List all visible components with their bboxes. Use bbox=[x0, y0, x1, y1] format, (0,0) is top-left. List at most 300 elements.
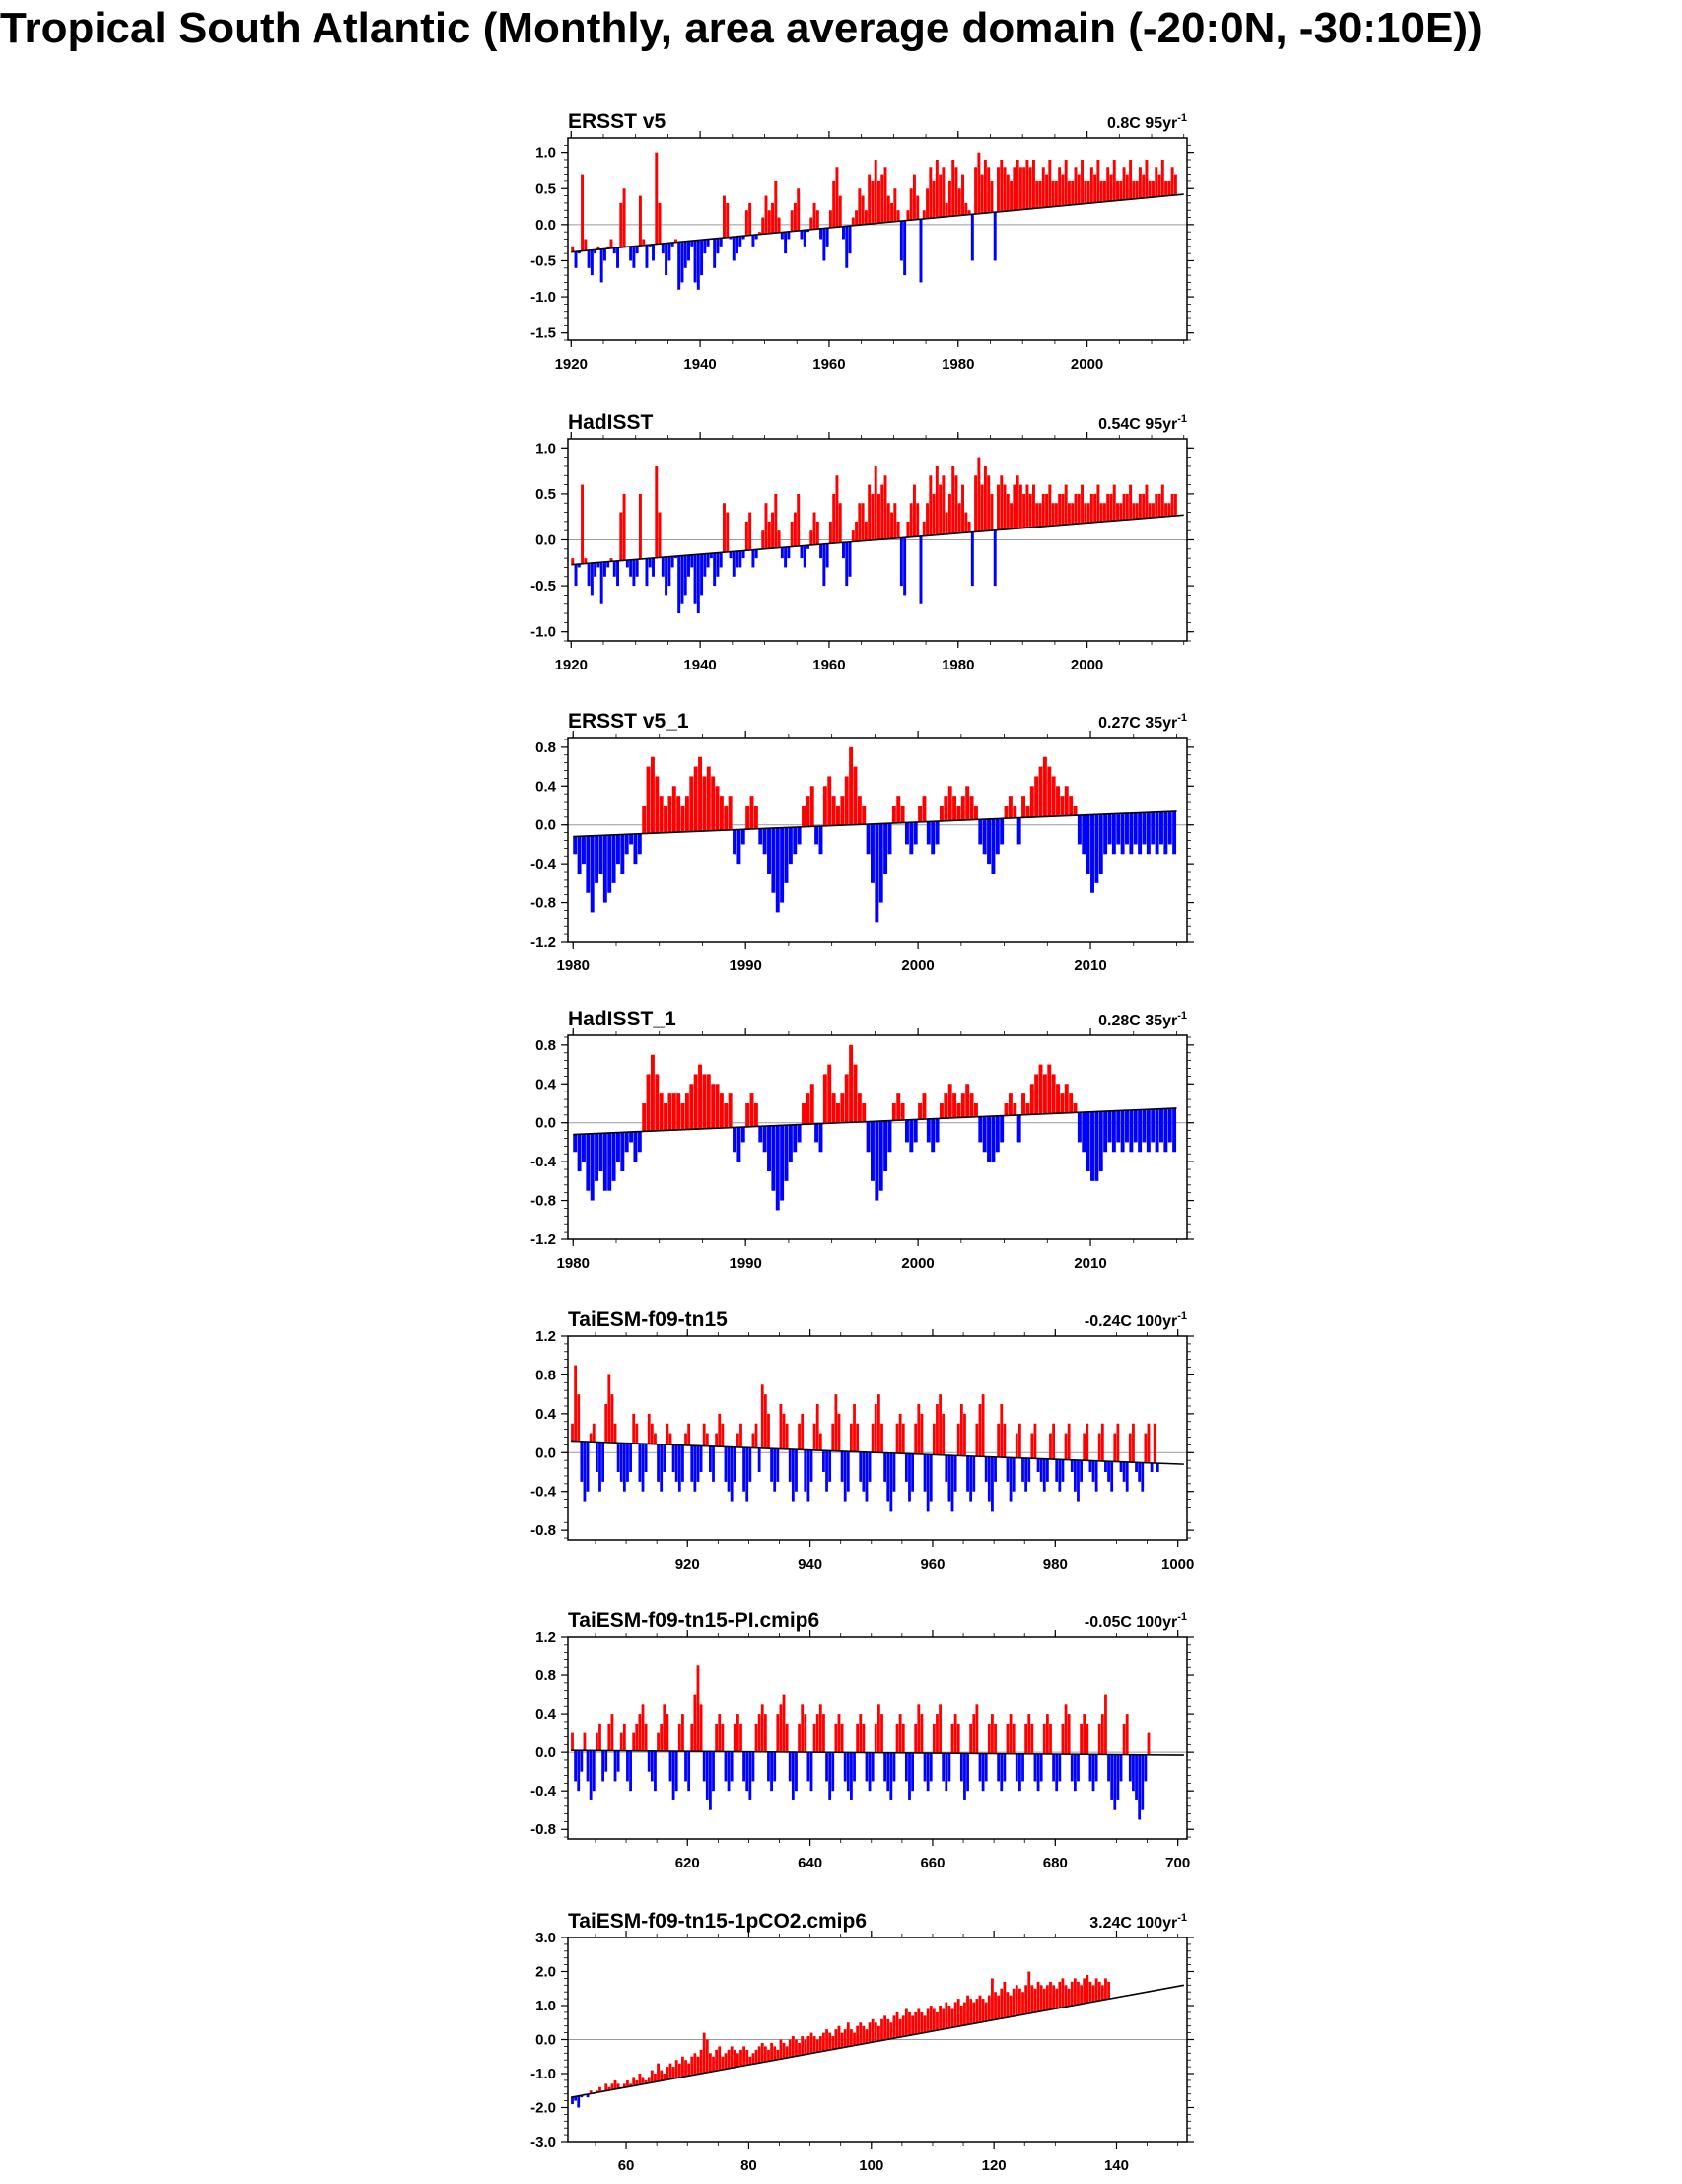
anomaly-bar bbox=[611, 1714, 614, 1750]
anomaly-bar bbox=[1045, 175, 1048, 208]
anomaly-bar bbox=[734, 1447, 736, 1482]
anomaly-bar bbox=[741, 829, 745, 844]
anomaly-bar bbox=[908, 1453, 911, 1501]
anomaly-bar bbox=[693, 2053, 696, 2075]
anomaly-bar bbox=[1136, 503, 1139, 519]
anomaly-bar bbox=[639, 1444, 642, 1482]
anomaly-bar bbox=[1052, 181, 1055, 207]
anomaly-bar bbox=[639, 1714, 642, 1751]
anomaly-bar bbox=[931, 821, 935, 854]
anomaly-bar bbox=[1103, 1111, 1107, 1152]
anomaly-bar bbox=[985, 2003, 988, 2022]
anomaly-bar bbox=[1132, 181, 1135, 199]
anomaly-bar bbox=[988, 1457, 991, 1502]
anomaly-bar bbox=[659, 203, 662, 244]
trend-label bbox=[1098, 413, 1187, 433]
y-tick-label: -0.8 bbox=[530, 894, 556, 912]
anomaly-bar bbox=[1119, 503, 1122, 520]
anomaly-bar bbox=[797, 188, 800, 231]
anomaly-bar bbox=[841, 1451, 844, 1482]
anomaly-bar bbox=[773, 1752, 776, 1782]
trend-value: 0.27C 35yr bbox=[1098, 715, 1178, 732]
anomaly-bar bbox=[629, 247, 632, 260]
anomaly-bar bbox=[859, 1714, 862, 1752]
anomaly-bar bbox=[1123, 167, 1126, 200]
anomaly-bar bbox=[974, 806, 978, 820]
anomaly-bar bbox=[865, 522, 868, 541]
anomaly-bar bbox=[1080, 1724, 1083, 1754]
anomaly-bar bbox=[987, 475, 990, 530]
anomaly-bar bbox=[573, 837, 577, 855]
anomaly-bar bbox=[1168, 811, 1172, 844]
anomaly-bar bbox=[1077, 1982, 1080, 2005]
anomaly-bar bbox=[1096, 485, 1099, 523]
anomaly-bar bbox=[1068, 181, 1071, 205]
anomaly-bar bbox=[591, 1134, 595, 1201]
anomaly-bar bbox=[1155, 167, 1157, 197]
anomaly-bar bbox=[1027, 1714, 1030, 1754]
anomaly-bar bbox=[911, 1454, 914, 1492]
anomaly-bar bbox=[1049, 1724, 1052, 1754]
anomaly-bar bbox=[1058, 167, 1061, 206]
y-tick-label: 3.0 bbox=[535, 1930, 556, 1946]
anomaly-bar bbox=[617, 1443, 620, 1472]
anomaly-bar bbox=[828, 1752, 831, 1800]
anomaly-bar bbox=[750, 796, 754, 829]
y-tick-label: 0.0 bbox=[535, 216, 556, 234]
anomaly-bar bbox=[1034, 1074, 1038, 1114]
anomaly-bar bbox=[742, 1447, 745, 1492]
anomaly-bar bbox=[1082, 815, 1086, 854]
anomaly-bar bbox=[591, 563, 594, 595]
anomaly-bar bbox=[1071, 1460, 1074, 1472]
anomaly-bar bbox=[1065, 485, 1068, 526]
anomaly-bar bbox=[827, 1065, 831, 1124]
y-tick-label: -3.0 bbox=[530, 2134, 556, 2150]
anomaly-bar bbox=[660, 1444, 663, 1492]
anomaly-bar bbox=[786, 2046, 789, 2058]
anomaly-bar bbox=[847, 2022, 850, 2047]
anomaly-bar bbox=[700, 1704, 703, 1751]
trend-value: -0.05C 100yr bbox=[1084, 1614, 1178, 1631]
anomaly-bar bbox=[910, 503, 913, 537]
anomaly-bar bbox=[783, 1695, 786, 1752]
anomaly-bar bbox=[639, 196, 642, 247]
anomaly-bar bbox=[697, 2057, 700, 2075]
anomaly-bar bbox=[883, 823, 887, 874]
anomaly-bar bbox=[1120, 1462, 1123, 1472]
anomaly-bar bbox=[655, 776, 659, 833]
anomaly-bar bbox=[858, 503, 861, 541]
anomaly-bar bbox=[745, 522, 748, 550]
anomaly-bar bbox=[783, 2043, 786, 2059]
anomaly-bar bbox=[748, 2057, 751, 2065]
anomaly-bar bbox=[970, 1093, 974, 1117]
anomaly-bar bbox=[939, 1704, 942, 1753]
anomaly-bar bbox=[911, 1753, 914, 1791]
anomaly-bar bbox=[981, 175, 984, 214]
anomaly-bar bbox=[626, 1751, 629, 1782]
anomaly-bar bbox=[1030, 786, 1034, 817]
anomaly-bar bbox=[574, 1366, 577, 1442]
anomaly-bar bbox=[1171, 167, 1174, 195]
anomaly-bar bbox=[1068, 1714, 1071, 1754]
anomaly-bar bbox=[781, 547, 784, 558]
anomaly-bar bbox=[720, 552, 723, 567]
anomaly-bar bbox=[632, 2077, 635, 2085]
anomaly-bar bbox=[1156, 812, 1159, 854]
anomaly-bar bbox=[771, 1126, 775, 1191]
anomaly-bar bbox=[736, 551, 738, 567]
anomaly-bar bbox=[1042, 167, 1045, 207]
anomaly-bar bbox=[768, 210, 771, 234]
anomaly-bar bbox=[987, 819, 991, 864]
anomaly-bar bbox=[801, 1704, 804, 1752]
anomaly-bar bbox=[978, 819, 982, 844]
y-tick-label: 0.4 bbox=[535, 778, 556, 796]
anomaly-bar bbox=[936, 2012, 939, 2031]
anomaly-bar bbox=[607, 835, 611, 893]
anomaly-bar bbox=[1007, 175, 1010, 211]
anomaly-bar bbox=[865, 210, 868, 224]
trend-superscript: -1 bbox=[1177, 112, 1187, 124]
anomaly-bar bbox=[1081, 160, 1084, 204]
anomaly-bar bbox=[707, 767, 711, 831]
anomaly-bar bbox=[706, 2040, 709, 2074]
anomaly-bar bbox=[707, 554, 710, 568]
anomaly-bar bbox=[902, 1724, 905, 1753]
anomaly-bar bbox=[603, 835, 607, 902]
anomaly-bar bbox=[697, 241, 700, 290]
anomaly-bar bbox=[613, 561, 616, 577]
anomaly-bar bbox=[1086, 1424, 1088, 1461]
anomaly-bar bbox=[770, 1752, 773, 1791]
chart-panel-6 bbox=[530, 1910, 1194, 2174]
x-tick-label: 2000 bbox=[1070, 657, 1104, 673]
anomaly-bar bbox=[1094, 1112, 1098, 1181]
anomaly-bar bbox=[931, 1119, 935, 1153]
anomaly-bar bbox=[716, 786, 720, 830]
anomaly-bar bbox=[707, 240, 710, 247]
anomaly-bar bbox=[617, 1751, 620, 1772]
anomaly-bar bbox=[1143, 812, 1147, 844]
anomaly-bar bbox=[694, 767, 698, 832]
anomaly-bar bbox=[997, 1754, 1000, 1782]
anomaly-bar bbox=[991, 819, 995, 874]
anomaly-bar bbox=[924, 1454, 927, 1492]
anomaly-bar bbox=[690, 555, 693, 568]
anomaly-bar bbox=[1056, 786, 1060, 816]
anomaly-bar bbox=[862, 806, 866, 824]
anomaly-bar bbox=[1021, 796, 1025, 817]
anomaly-bar bbox=[1071, 1754, 1074, 1781]
anomaly-bar bbox=[914, 2012, 917, 2034]
anomaly-bar bbox=[806, 1093, 809, 1124]
anomaly-bar bbox=[1061, 494, 1064, 525]
anomaly-bar bbox=[697, 554, 700, 613]
anomaly-bar bbox=[678, 1445, 681, 1492]
anomaly-bar bbox=[1009, 796, 1013, 818]
anomaly-bar bbox=[1163, 811, 1167, 854]
anomaly-bar bbox=[751, 550, 754, 568]
anomaly-bar bbox=[1068, 1989, 1071, 2007]
anomaly-bar bbox=[850, 1424, 853, 1452]
x-tick-label: 1980 bbox=[942, 356, 975, 373]
anomaly-bar bbox=[1052, 503, 1055, 526]
anomaly-bar bbox=[577, 1750, 580, 1791]
anomaly-bar bbox=[798, 827, 802, 844]
anomaly-bar bbox=[1047, 767, 1051, 817]
anomaly-bar bbox=[990, 494, 993, 530]
anomaly-bar bbox=[1034, 1424, 1037, 1459]
anomaly-bar bbox=[1043, 757, 1047, 817]
anomaly-bar bbox=[982, 1753, 985, 1791]
anomaly-bar bbox=[1065, 160, 1068, 206]
anomaly-bar bbox=[616, 247, 619, 267]
anomaly-bar bbox=[1062, 1459, 1065, 1481]
anomaly-bar bbox=[987, 167, 990, 213]
anomaly-bar bbox=[657, 2064, 660, 2082]
anomaly-bar bbox=[1047, 1065, 1051, 1114]
anomaly-bar bbox=[614, 1751, 617, 1782]
anomaly-bar bbox=[896, 2012, 899, 2038]
anomaly-bar bbox=[1154, 1424, 1156, 1463]
anomaly-bar bbox=[620, 1132, 624, 1171]
anomaly-bar bbox=[748, 1447, 751, 1482]
anomaly-bar bbox=[1113, 485, 1116, 522]
anomaly-bar bbox=[770, 2043, 773, 2061]
anomaly-bar bbox=[736, 1434, 739, 1447]
anomaly-bar bbox=[906, 210, 909, 220]
anomaly-bar bbox=[675, 1444, 678, 1481]
anomaly-bar bbox=[974, 167, 977, 214]
anomaly-bar bbox=[903, 537, 906, 595]
trend-label bbox=[1085, 1611, 1187, 1631]
anomaly-bar bbox=[725, 1751, 728, 1781]
anomaly-bar bbox=[844, 1752, 847, 1781]
anomaly-bar bbox=[924, 2015, 927, 2032]
anomaly-bar bbox=[1110, 494, 1113, 522]
anomaly-bar bbox=[1158, 175, 1161, 197]
anomaly-bar bbox=[632, 247, 635, 268]
anomaly-bar bbox=[981, 485, 984, 531]
anomaly-bar bbox=[1032, 485, 1035, 528]
anomaly-bar bbox=[1080, 1985, 1083, 2004]
trend-superscript: -1 bbox=[1177, 1611, 1187, 1623]
anomaly-bar bbox=[798, 1424, 801, 1449]
anomaly-bar bbox=[584, 1733, 587, 1751]
anomaly-bar bbox=[957, 1724, 960, 1753]
anomaly-bar bbox=[1013, 1103, 1016, 1115]
anomaly-bar bbox=[936, 160, 939, 218]
anomaly-bar bbox=[825, 1752, 828, 1781]
anomaly-bar bbox=[862, 1724, 865, 1753]
anomaly-bar bbox=[923, 210, 926, 219]
anomaly-bar bbox=[917, 1404, 920, 1454]
anomaly-bar bbox=[1043, 1724, 1046, 1754]
x-tick-label: 1920 bbox=[554, 356, 588, 373]
anomaly-bar bbox=[975, 1424, 978, 1456]
anomaly-bar bbox=[582, 836, 586, 864]
anomaly-bar bbox=[940, 1103, 944, 1118]
anomaly-bar bbox=[940, 806, 944, 821]
anomaly-bar bbox=[1108, 1111, 1112, 1142]
anomaly-bar bbox=[1042, 494, 1045, 527]
anomaly-bar bbox=[1065, 1704, 1068, 1754]
anomaly-bar bbox=[875, 1724, 877, 1753]
anomaly-bar bbox=[1129, 1755, 1132, 1782]
anomaly-bar bbox=[726, 203, 729, 238]
y-tick-label: -1.2 bbox=[530, 1232, 556, 1248]
anomaly-bar bbox=[1136, 181, 1139, 199]
anomaly-bar bbox=[952, 1093, 956, 1118]
anomaly-bar bbox=[806, 2036, 809, 2054]
anomaly-bar bbox=[1058, 1459, 1061, 1491]
anomaly-bar bbox=[804, 1714, 806, 1752]
anomaly-bar bbox=[684, 1751, 687, 1781]
anomaly-bar bbox=[897, 210, 900, 221]
anomaly-bar bbox=[810, 786, 814, 826]
anomaly-bar bbox=[924, 1753, 927, 1781]
anomaly-bar bbox=[1083, 1714, 1086, 1754]
anomaly-bar bbox=[1098, 1982, 1101, 2001]
anomaly-bar bbox=[675, 1751, 678, 1791]
anomaly-bar bbox=[982, 1999, 985, 2022]
anomaly-bar bbox=[1139, 494, 1142, 519]
anomaly-bar bbox=[680, 242, 683, 282]
anomaly-bar bbox=[1030, 1084, 1034, 1114]
anomaly-bar bbox=[1030, 1434, 1033, 1459]
anomaly-bar bbox=[792, 1449, 795, 1502]
anomaly-bar bbox=[1039, 767, 1043, 817]
anomaly-bar bbox=[596, 1733, 598, 1751]
anomaly-bar bbox=[988, 1724, 991, 1754]
anomaly-bar bbox=[698, 1065, 702, 1129]
anomaly-bar bbox=[1004, 485, 1007, 530]
anomaly-bar bbox=[866, 1452, 869, 1502]
anomaly-bar bbox=[1086, 1112, 1090, 1171]
anomaly-bar bbox=[767, 1126, 771, 1171]
anomaly-bar bbox=[647, 1074, 651, 1131]
anomaly-bar bbox=[693, 1445, 696, 1492]
anomaly-bar bbox=[854, 767, 858, 825]
anomaly-bar bbox=[971, 532, 974, 586]
anomaly-bar bbox=[958, 503, 961, 533]
anomaly-bar bbox=[684, 1434, 687, 1445]
anomaly-bar bbox=[908, 2012, 911, 2036]
anomaly-bar bbox=[581, 485, 584, 564]
anomaly-bar bbox=[822, 2033, 825, 2052]
anomaly-bar bbox=[767, 1414, 770, 1448]
anomaly-bar bbox=[810, 1084, 814, 1124]
anomaly-bar bbox=[893, 2015, 896, 2038]
anomaly-bar bbox=[1010, 181, 1013, 211]
anomaly-bar bbox=[933, 1424, 936, 1455]
anomaly-bar bbox=[736, 2053, 739, 2067]
anomaly-bar bbox=[964, 513, 967, 533]
anomaly-bar bbox=[816, 2040, 819, 2053]
y-tick-label: 0.5 bbox=[535, 485, 556, 503]
anomaly-bar bbox=[954, 2003, 957, 2027]
anomaly-bar bbox=[948, 1753, 951, 1781]
anomaly-bar bbox=[858, 796, 862, 824]
x-tick-label: 660 bbox=[920, 1855, 946, 1871]
anomaly-bar bbox=[893, 503, 896, 538]
anomaly-bar bbox=[725, 1446, 728, 1481]
anomaly-bar bbox=[855, 522, 858, 541]
anomaly-bar bbox=[877, 1394, 880, 1452]
y-tick-label: 0.5 bbox=[535, 180, 556, 198]
anomaly-bar bbox=[847, 1451, 850, 1492]
anomaly-bar bbox=[887, 1121, 891, 1153]
anomaly-bar bbox=[944, 1093, 947, 1118]
anomaly-bar bbox=[899, 2019, 902, 2037]
anomaly-bar bbox=[771, 513, 774, 549]
anomaly-bar bbox=[761, 1704, 764, 1751]
anomaly-bar bbox=[761, 530, 764, 549]
anomaly-bar bbox=[590, 1750, 593, 1800]
anomaly-bar bbox=[968, 522, 971, 532]
anomaly-bar bbox=[652, 558, 655, 577]
anomaly-bar bbox=[836, 1103, 840, 1123]
anomaly-bar bbox=[853, 2033, 856, 2046]
anomaly-bar bbox=[996, 1116, 1000, 1152]
anomaly-bar bbox=[936, 466, 939, 535]
anomaly-bar bbox=[832, 494, 835, 543]
x-tick-label: 1980 bbox=[556, 1255, 590, 1272]
anomaly-bar bbox=[883, 1121, 887, 1171]
anomaly-bar bbox=[748, 513, 751, 551]
anomaly-bar bbox=[921, 1414, 924, 1454]
anomaly-bar bbox=[795, 1752, 798, 1791]
anomaly-bar bbox=[1061, 175, 1064, 206]
anomaly-bar bbox=[1056, 1084, 1060, 1113]
trend-value: 0.54C 95yr bbox=[1098, 416, 1178, 433]
anomaly-bar bbox=[1010, 1714, 1013, 1754]
anomaly-bar bbox=[1035, 503, 1038, 527]
anomaly-bar bbox=[933, 494, 936, 535]
anomaly-bar bbox=[765, 503, 768, 549]
anomaly-bar bbox=[709, 1446, 712, 1472]
anomaly-bar bbox=[1052, 1424, 1055, 1459]
anomaly-bar bbox=[1141, 1462, 1144, 1491]
anomaly-bar bbox=[963, 1414, 966, 1456]
anomaly-bar bbox=[984, 466, 987, 531]
anomaly-bar bbox=[905, 2008, 908, 2036]
anomaly-bar bbox=[578, 1134, 582, 1171]
anomaly-bar bbox=[591, 836, 595, 913]
anomaly-bar bbox=[1019, 485, 1022, 528]
anomaly-bar bbox=[961, 796, 965, 820]
anomaly-bar bbox=[977, 153, 980, 214]
anomaly-bar bbox=[866, 2029, 869, 2043]
anomaly-bar bbox=[752, 1752, 755, 1782]
anomaly-bar bbox=[1019, 167, 1022, 210]
anomaly-bar bbox=[780, 828, 784, 903]
anomaly-bar bbox=[1069, 796, 1073, 815]
x-tick-label: 1940 bbox=[683, 356, 717, 373]
anomaly-bar bbox=[764, 1394, 767, 1448]
anomaly-bar bbox=[806, 796, 809, 827]
anomaly-bar bbox=[942, 475, 945, 534]
anomaly-bar bbox=[771, 828, 775, 893]
anomaly-bar bbox=[771, 203, 774, 234]
anomaly-bar bbox=[1107, 1754, 1110, 1781]
anomaly-bar bbox=[1132, 1755, 1135, 1792]
anomaly-bar bbox=[1104, 1978, 1107, 2000]
anomaly-bar bbox=[776, 1714, 779, 1752]
y-tick-label: -0.8 bbox=[530, 1821, 556, 1839]
